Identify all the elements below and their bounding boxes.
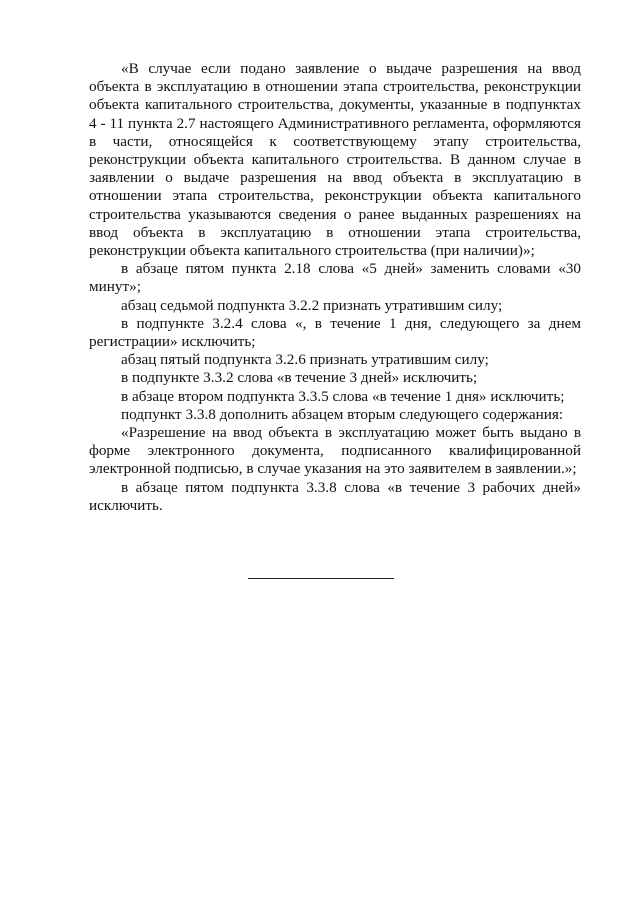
paragraph-quoted-razreshenie: «Разрешение на ввод объекта в эксплуатацию может быть выдано в форме электронного документа, подписанного квалифицированной электронной подписью, в случае указания на это заявителем в заявлении.»;	[89, 424, 581, 478]
paragraph-podpunkt-3-3-2: в подпункте 3.3.2 слова «в течение 3 дней» исключить;	[121, 369, 478, 387]
paragraph-podpunkt-3-3-5: в абзаце втором подпункта 3.3.5 слова «в течение 1 дня» исключить;	[121, 387, 565, 405]
paragraph-ввод-этапа-строительства: «В случае если подано заявление о выдаче разрешения на ввод объекта в эксплуатацию в отношении этапа строительства, реконструкции объекта капитального строительства, документы, указанные в подпунктах 4 - 11 пункта 2.7 настоящего Административного регламента, оформляются в части, относящейся к соответствующему этапу строительства, реконструкции объекта капитального строительства. В данном случае в заявлении о выдаче разрешения на ввод объекта в эксплуатацию в отношении этапа строительства, реконструкции объекта капитального строительства указываются сведения о ранее выданных разрешениях на ввод объекта в эксплуатацию в отношении этапа строительства, реконструкции объекта капитального строительства (при наличии)»;	[89, 60, 581, 260]
document-body	[89, 60, 581, 515]
paragraph-abzac-2-18: в абзаце пятом пункта 2.18 слова «5 дней» заменить словами «30 минут»;	[89, 260, 581, 296]
paragraph-podpunkt-3-2-6: абзац пятый подпункта 3.2.6 признать утратившим силу;	[121, 351, 489, 369]
paragraph-podpunkt-3-2-4: в подпункте 3.2.4 слова «, в течение 1 дня, следующего за днем регистрации» исключить;	[89, 314, 581, 351]
paragraph-podpunkt-3-3-8-dopolnit: подпункт 3.3.8 дополнить абзацем вторым следующего содержания:	[121, 405, 564, 423]
paragraph-podpunkt-3-3-8-isklyuchit: в абзаце пятом подпункта 3.3.8 слова «в течение 3 рабочих дней» исключить.	[89, 478, 581, 514]
closing-separator-line	[248, 578, 394, 579]
paragraph-podpunkt-3-2-2: абзац седьмой подпункта 3.2.2 признать утратившим силу;	[121, 296, 503, 314]
